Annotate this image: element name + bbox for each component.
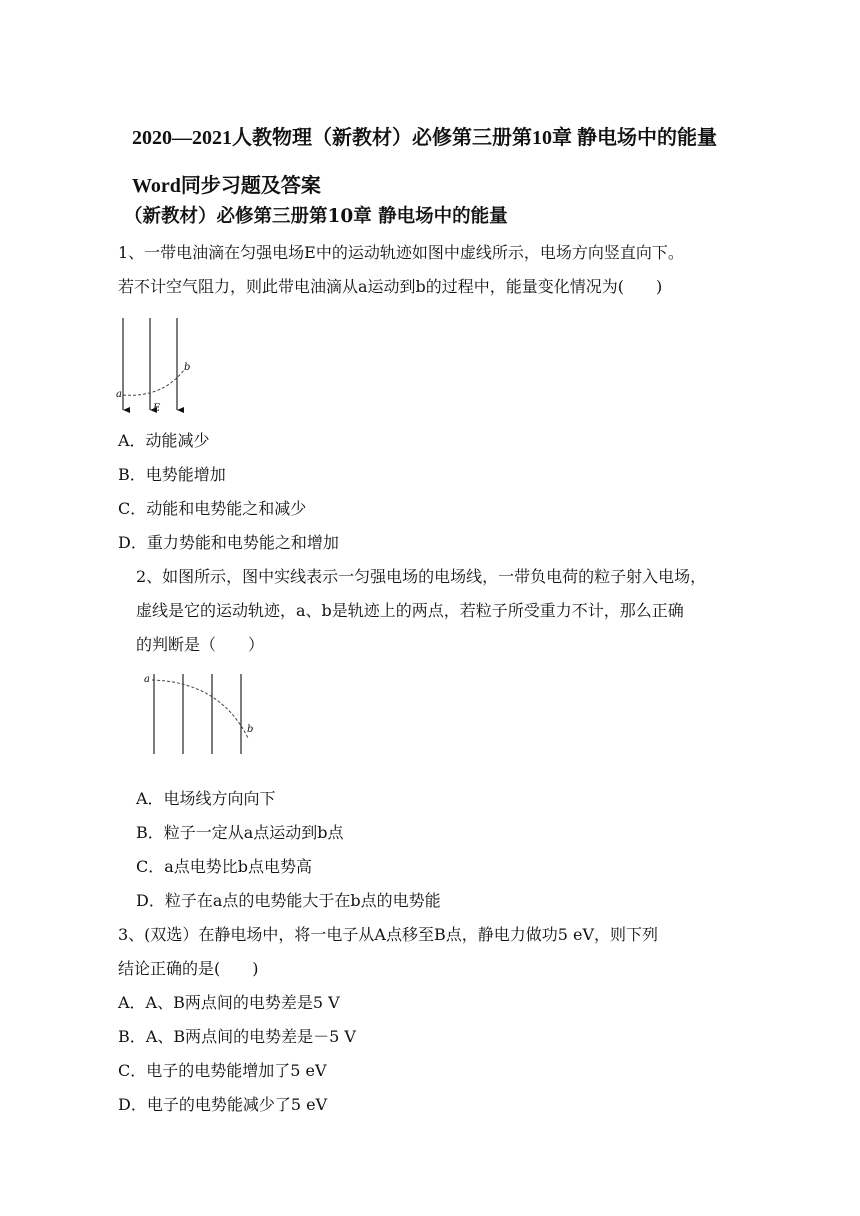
field-e-label: E: [153, 403, 161, 414]
q2-option-b: B．粒子一定从a点运动到b点: [136, 823, 344, 842]
document-title: 2020—2021人教物理（新教材）必修第三册第10章 静电场中的能量Word同步习题及答案: [132, 127, 717, 197]
q2-option-d: D．粒子在a点的电势能大于在b点的电势能: [136, 891, 441, 910]
q1-stem-line2: 若不计空气阻力，则此带电油滴从a运动到b的过程中，能量变化情况为( ): [118, 277, 663, 296]
trajectory-dashed: [123, 370, 184, 395]
q3-stem-line2: 结论正确的是( ): [118, 959, 259, 978]
section-subtitle: （新教材）必修第三册第10章 静电场中的能量: [124, 206, 508, 227]
q1-field-diagram: [112, 314, 202, 416]
q2-stem-line3: 的判断是（ ）: [136, 635, 265, 654]
q3-option-a: A．A、B两点间的电势差是5 V: [118, 993, 340, 1012]
q1-option-b: B．电势能增加: [118, 465, 226, 484]
q3-option-d: D．电子的电势能减少了5 eV: [118, 1095, 328, 1114]
point-b-label: b: [247, 724, 254, 735]
q2-option-a: A．电场线方向向下: [136, 789, 276, 808]
q3-option-b: B．A、B两点间的电势差是－5 V: [118, 1027, 356, 1046]
q2-field-diagram: [140, 670, 260, 756]
q3-stem-line1: 3、(双选）在静电场中，将一电子从A点移至B点，静电力做功5 eV，则下列: [118, 925, 659, 944]
q3-option-c: C．电子的电势能增加了5 eV: [118, 1061, 327, 1080]
point-a-label: a: [116, 389, 122, 400]
q2-option-c: C．a点电势比b点电势高: [136, 857, 313, 876]
point-b-label: b: [184, 362, 191, 373]
q2-stem-line2: 虚线是它的运动轨迹，a、b是轨迹上的两点，若粒子所受重力不计，那么正确: [136, 601, 684, 620]
trajectory-dashed: [152, 680, 248, 738]
q1-option-a: A．动能减少: [118, 431, 210, 450]
q1-option-c: C．动能和电势能之和减少: [118, 499, 307, 518]
q2-stem-line1: 2、如图所示，图中实线表示一匀强电场的电场线，一带负电荷的粒子射入电场，: [136, 567, 707, 586]
point-a-label: a: [144, 674, 150, 685]
q1-stem-line1: 1、一带电油滴在匀强电场E中的运动轨迹如图中虚线所示，电场方向竖直向下。: [118, 243, 684, 262]
q1-option-d: D．重力势能和电势能之和增加: [118, 533, 339, 552]
